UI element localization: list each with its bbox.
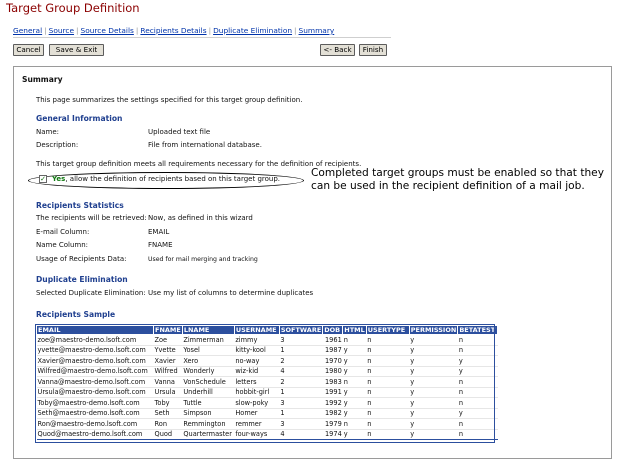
table-cell: Homer <box>234 408 279 419</box>
duplicate-elimination-header: Duplicate Elimination <box>36 275 128 284</box>
name-value: Uploaded text file <box>148 128 211 136</box>
table-cell: y <box>343 398 366 409</box>
check-mark-icon: ✓ <box>40 175 46 183</box>
checkbox-rest-text: , allow the definition of recipients based on this target group. <box>65 175 280 183</box>
table-cell: yvette@maestro-demo.lsoft.com <box>37 345 154 356</box>
duplicate-value: Use my list of columns to determine duplicates <box>148 289 314 297</box>
table-cell: n <box>343 377 366 388</box>
table-cell: n <box>458 429 498 440</box>
callout-annotation: Completed target groups must be enabled so that they can be used in the recipient definition of a mail job. <box>311 167 604 192</box>
column-header: USERTYPE <box>366 326 409 335</box>
table-cell: y <box>343 345 366 356</box>
table-cell: y <box>409 335 458 346</box>
table-cell: 1970 <box>323 356 343 367</box>
column-header: EMAIL <box>37 326 154 335</box>
nav-separator: | <box>76 26 79 35</box>
table-cell: y <box>409 377 458 388</box>
tab-source[interactable]: Source <box>48 26 75 35</box>
table-cell: slow-poky <box>234 398 279 409</box>
nav-separator: | <box>44 26 47 35</box>
table-cell: Simpson <box>182 408 234 419</box>
table-cell: n <box>366 398 409 409</box>
table-cell: 4 <box>279 366 322 377</box>
retrieved-value: Now, as defined in this wizard <box>148 214 253 222</box>
nav-separator: | <box>294 26 297 35</box>
table-cell: Zoe <box>154 335 183 346</box>
allow-definition-label <box>52 175 280 183</box>
table-cell: 2 <box>279 377 322 388</box>
table-cell: Yvette <box>154 345 183 356</box>
table-cell: n <box>366 419 409 430</box>
name-column-label: Name Column: <box>36 241 89 249</box>
table-cell: Xero <box>182 356 234 367</box>
table-row <box>37 345 498 356</box>
table-cell: Ron <box>154 419 183 430</box>
table-cell: 1987 <box>323 345 343 356</box>
table-cell: 1979 <box>323 419 343 430</box>
table-cell: 1974 <box>323 429 343 440</box>
nav-separator: | <box>135 26 139 35</box>
table-cell: n <box>366 345 409 356</box>
tab-source-details[interactable]: Source Details <box>80 26 134 35</box>
usage-value: Used for mail merging and tracking <box>148 256 258 263</box>
table-cell: y <box>458 366 498 377</box>
column-header: FNAME <box>155 326 181 334</box>
column-header: SOFTWARE <box>280 326 322 334</box>
usage-label: Usage of Recipients Data: <box>36 255 127 263</box>
retrieved-label: The recipients will be retrieved: <box>36 214 147 222</box>
allow-definition-checkbox[interactable] <box>39 175 47 183</box>
table-cell: Seth <box>154 408 183 419</box>
table-cell: y <box>409 398 458 409</box>
requirements-text: This target group definition meets all requirements necessary for the definition of recipients. <box>36 160 362 168</box>
table-cell: hobbit-girl <box>234 387 279 398</box>
table-cell: 4 <box>279 429 322 440</box>
nav-separator: | <box>208 26 212 35</box>
table-cell: Xavier <box>154 356 183 367</box>
table-row <box>37 408 498 419</box>
tab-duplicate-elimination[interactable]: Duplicate Elimination <box>213 26 293 35</box>
table-cell: y <box>409 429 458 440</box>
table-cell: Ursula <box>154 387 183 398</box>
description-value: File from international database. <box>148 141 262 149</box>
table-cell: Quartermaster <box>182 429 234 440</box>
table-cell: four-ways <box>234 429 279 440</box>
table-cell: y <box>458 356 498 367</box>
table-cell: letters <box>234 377 279 388</box>
table-cell: Toby@maestro-demo.lsoft.com <box>37 398 154 409</box>
table-cell: 3 <box>279 419 322 430</box>
table-cell: 1983 <box>323 377 343 388</box>
table-cell: n <box>458 377 498 388</box>
table-cell: Seth@maestro-demo.lsoft.com <box>37 408 154 419</box>
table-cell: 1 <box>279 408 322 419</box>
table-cell: n <box>366 429 409 440</box>
table-cell: no-way <box>234 356 279 367</box>
table-cell: y <box>343 408 366 419</box>
table-cell: n <box>366 387 409 398</box>
column-header: PERMISSION <box>410 326 457 334</box>
wizard-nav <box>13 26 334 35</box>
table-cell: 1991 <box>323 387 343 398</box>
name-label: Name: <box>36 128 60 136</box>
table-row <box>37 398 498 409</box>
column-header: LNAME <box>182 326 234 335</box>
table-cell: y <box>409 387 458 398</box>
table-cell: Zimmerman <box>182 335 234 346</box>
table-cell: 3 <box>279 335 322 346</box>
table-cell: n <box>366 408 409 419</box>
table-cell: n <box>366 377 409 388</box>
table-row <box>37 419 498 430</box>
table-cell: 1992 <box>323 398 343 409</box>
table-cell: n <box>458 398 498 409</box>
tab-recipients-details[interactable]: Recipients Details <box>140 26 207 35</box>
summary-intro: This page summarizes the settings specified for this target group definition. <box>36 96 303 104</box>
table-cell: Vanna <box>154 377 183 388</box>
table-cell: n <box>458 345 498 356</box>
table-cell: Quod <box>154 429 183 440</box>
general-info-header: General Information <box>36 114 123 123</box>
table-cell: n <box>458 335 498 346</box>
column-header: USERNAME <box>234 326 279 335</box>
table-cell: n <box>366 335 409 346</box>
table-cell: y <box>409 408 458 419</box>
table-cell: 1 <box>279 345 322 356</box>
table-cell: y <box>409 356 458 367</box>
table-cell: n <box>343 335 366 346</box>
table-cell: Underhill <box>182 387 234 398</box>
email-column-value: EMAIL <box>148 228 170 236</box>
table-cell: n <box>366 366 409 377</box>
table-cell: kitty-kool <box>234 345 279 356</box>
table-cell: Ron@maestro-demo.lsoft.com <box>37 419 154 430</box>
table-row <box>37 356 498 367</box>
table-cell: Tuttle <box>182 398 234 409</box>
table-cell: Toby <box>154 398 183 409</box>
table-cell: 1 <box>279 387 322 398</box>
column-header: DOB <box>323 326 343 335</box>
nav-divider <box>13 37 391 38</box>
table-cell: 1982 <box>323 408 343 419</box>
table-cell: y <box>409 419 458 430</box>
tab-general[interactable]: General <box>13 26 43 35</box>
table-cell: wiz-kid <box>234 366 279 377</box>
email-column-label: E-mail Column: <box>36 228 90 236</box>
tab-summary[interactable]: Summary <box>298 26 335 35</box>
table-cell: zoe@maestro-demo.lsoft.com <box>37 335 154 346</box>
cancel-button[interactable]: Cancel <box>13 44 44 56</box>
table-cell: y <box>343 366 366 377</box>
table-row <box>37 366 498 377</box>
table-cell: n <box>343 419 366 430</box>
table-cell: Wilfred@maestro-demo.lsoft.com <box>37 366 154 377</box>
table-row <box>37 335 498 346</box>
back-button[interactable]: <- Back <box>320 44 355 56</box>
table-cell: remmer <box>234 419 279 430</box>
table-cell: Xavier@maestro-demo.lsoft.com <box>37 356 154 367</box>
table-cell: y <box>343 429 366 440</box>
table-cell: zimmy <box>234 335 279 346</box>
finish-button[interactable]: Finish <box>359 44 387 56</box>
table-cell: y <box>409 366 458 377</box>
table-cell: y <box>343 387 366 398</box>
recipients-table <box>36 325 498 440</box>
checkbox-yes-text: Yes <box>52 175 66 183</box>
name-column-value: FNAME <box>148 241 173 249</box>
table-row <box>37 377 498 388</box>
table-cell: VonSchedule <box>182 377 234 388</box>
description-label: Description: <box>36 141 79 149</box>
table-cell: Wilfred <box>154 366 183 377</box>
table-cell: Ursula@maestro-demo.lsoft.com <box>37 387 154 398</box>
table-cell: y <box>458 408 498 419</box>
table-cell: Remmington <box>182 419 234 430</box>
column-header: BETATEST <box>458 326 498 335</box>
table-cell: 3 <box>279 398 322 409</box>
table-cell: Quod@maestro-demo.lsoft.com <box>37 429 154 440</box>
table-cell: 1980 <box>323 366 343 377</box>
recipients-sample-header: Recipients Sample <box>36 310 116 319</box>
table-cell: y <box>409 345 458 356</box>
duplicate-label: Selected Duplicate Elimination: <box>36 289 146 297</box>
table-cell: 1961 <box>323 335 343 346</box>
table-cell: Vanna@maestro-demo.lsoft.com <box>37 377 154 388</box>
table-header-row <box>37 326 498 335</box>
table-row <box>37 387 498 398</box>
table-cell: Wonderly <box>182 366 234 377</box>
save-exit-button[interactable]: Save & Exit <box>49 44 104 56</box>
table-cell: n <box>366 356 409 367</box>
recipients-stats-header: Recipients Statistics <box>36 201 124 210</box>
column-header: HTML <box>344 326 365 334</box>
page-title: Target Group Definition <box>6 1 140 15</box>
table-cell: y <box>343 356 366 367</box>
summary-title: Summary <box>22 75 63 84</box>
table-cell: 2 <box>279 356 322 367</box>
table-row <box>37 429 498 440</box>
table-cell: n <box>458 387 498 398</box>
table-cell: Yosel <box>182 345 234 356</box>
table-cell: n <box>458 419 498 430</box>
